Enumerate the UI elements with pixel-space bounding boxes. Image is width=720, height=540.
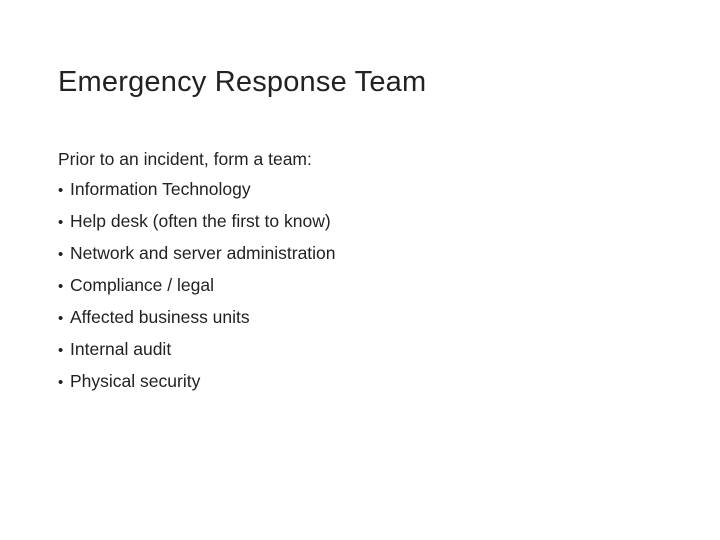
list-item (58, 174, 658, 206)
bullet-list (58, 174, 658, 398)
list-item (58, 238, 658, 270)
intro-text: Prior to an incident, form a team: (58, 149, 312, 169)
slide-title: Emergency Response Team (58, 66, 427, 98)
list-item-text: Compliance / legal (70, 275, 214, 295)
list-item (58, 206, 658, 238)
list-item-text: Physical security (70, 371, 201, 391)
bullet-marker: • (58, 278, 64, 295)
list-item (58, 270, 658, 302)
bullet-marker: • (58, 374, 64, 391)
list-item (58, 334, 658, 366)
list-item (58, 302, 658, 334)
bullet-marker: • (58, 182, 64, 199)
bullet-marker: • (58, 246, 64, 263)
bullet-marker: • (58, 214, 64, 231)
list-item-text: Internal audit (70, 339, 172, 359)
list-item-text: Affected business units (70, 307, 250, 327)
list-item-text: Help desk (often the first to know) (70, 211, 331, 231)
list-item (58, 366, 658, 398)
list-item-text: Information Technology (70, 179, 251, 199)
list-item-text: Network and server administration (70, 243, 336, 263)
bullet-marker: • (58, 310, 64, 327)
bullet-marker: • (58, 342, 64, 359)
slide-body (58, 144, 658, 398)
